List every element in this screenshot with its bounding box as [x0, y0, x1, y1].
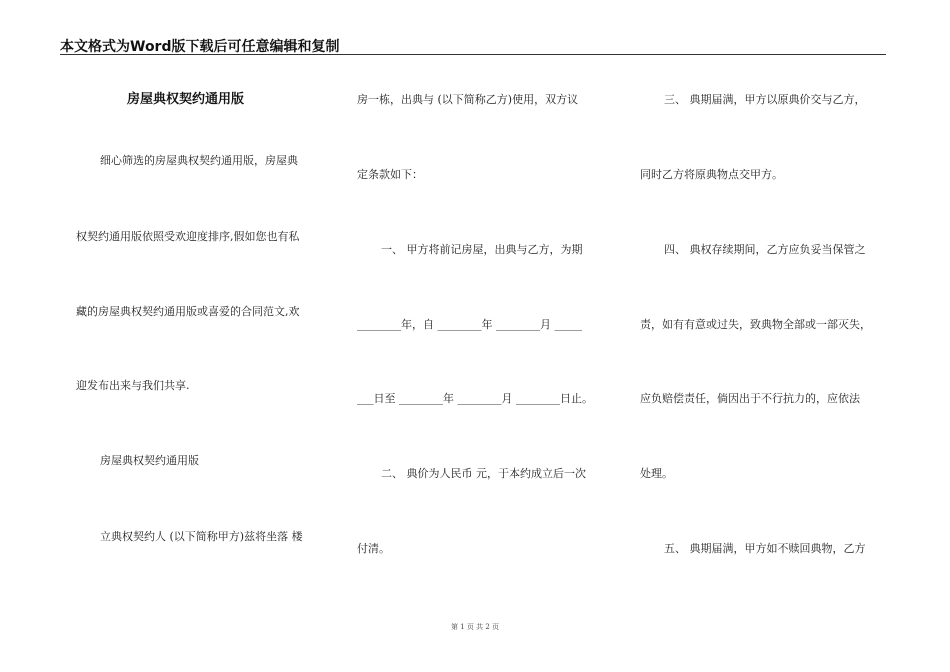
- paragraph-line: 四、 典权存续期间，乙方应负妥当保管之: [664, 243, 866, 256]
- paragraph-line: 藏的房屋典权契约通用版或喜爱的合同范文,欢: [76, 305, 300, 318]
- text-column-3: [640, 0, 890, 620]
- paragraph-line: 三、 典期届满，甲方以原典价交与乙方，: [664, 93, 866, 106]
- paragraph-line: 房一栋，出典与 (以下简称乙方)使用，双方议: [357, 93, 579, 106]
- paragraph-line: 二、 典价为人民币 元，于本约成立后一次: [381, 467, 586, 480]
- paragraph-line: 立典权契约人 (以下简称甲方)兹将坐落 楼: [100, 530, 303, 543]
- paragraph-line: 定条款如下：: [357, 168, 423, 181]
- paragraph-line: 迎发布出来与我们共享.: [76, 379, 190, 392]
- text-column-1: [76, 0, 326, 620]
- paragraph-line: 同时乙方将原典物点交甲方。: [640, 168, 783, 181]
- text-column-2: [357, 0, 612, 620]
- paragraph-line: 一、 甲方将前记房屋，出典与乙方，为期: [381, 243, 583, 256]
- paragraph-line: ___日至 ________年 ________月 ________日止。: [357, 392, 593, 405]
- paragraph-line: 五、 典期届满，甲方如不赎回典物，乙方: [664, 542, 866, 555]
- section-heading: 房屋典权契约通用版: [100, 454, 199, 467]
- paragraph-line: 处理。: [640, 467, 673, 480]
- page-number: 第 1 页 共 2 页: [450, 623, 500, 631]
- document-title: 房屋典权契约通用版: [127, 92, 245, 107]
- paragraph-line: 付清。: [357, 542, 390, 555]
- paragraph-line: 责，如有有意或过失，致典物全部或一部灭失，: [640, 318, 871, 331]
- paragraph-line: 权契约通用版依照受欢迎度排序,假如您也有私: [76, 230, 300, 243]
- paragraph-line: 应负赔偿责任，倘因出于不行抗力的，应依法: [640, 392, 860, 405]
- paragraph-line: 细心筛选的房屋典权契约通用版，房屋典: [100, 154, 298, 167]
- paragraph-line: ________年，自 ________年 ________月 _____: [357, 318, 582, 331]
- header-text: 本文格式为Word版下载后可任意编辑和复制: [60, 39, 340, 55]
